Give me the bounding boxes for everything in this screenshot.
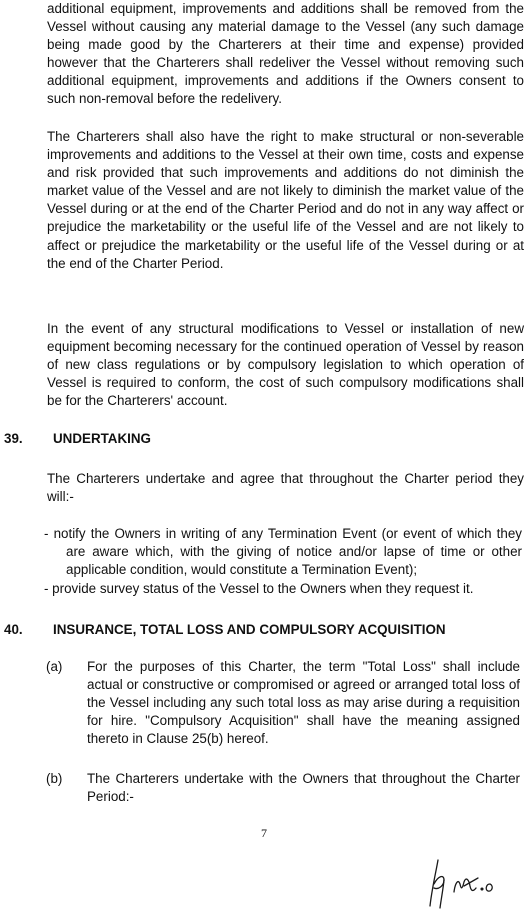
clause-40-b-label: (b) [46,771,63,786]
paragraph-structural-improvements: The Charterers shall also have the right to make structural or non-severable improvements and additions to the Vessel at their own time, costs and expense and risk provided that such improvements and additions do not diminish the market value of the Vessel and are not likely to diminish the market value of the Vessel during or at the end of the Charter Period and do not in any way affect or prejudice the marketability or the useful life of the Vessel and are not likely to affect or prejudice the marketability or the useful life of the Vessel during or at the end of the Charter Period. [47,129,524,271]
paragraph-compulsory-modifications: In the event of any structural modifications to Vessel or installation of new equipment becoming necessary for the continued operation of Vessel by reason of new class regulations or by compulsory legislation to which operation of Vessel is required to conform, the cost of such compulsory modifications shall be for the Charterers' account. [47,321,524,409]
clause-39-number: 39. [4,431,23,446]
clause-39-bullet-notify: - notify the Owners in writing of any Termination Event (or event of which they are aware which, with the giving of notice and/or lapse of time or other applicable condition, would constitute a Termination Event); [44,526,522,578]
handwritten-initials-signature [424,856,524,910]
paragraph-equipment-removal: additional equipment, improvements and additions shall be removed from the Vessel without causing any material damage to the Vessel (any such damage being made good by the Charterers at their time and expense) provided however that the Charterers shall redeliver the Vessel without removing such additional equipment, improvements and additions if the Owners consent to such non-removal before the redelivery. [47,1,524,107]
clause-40-a-text: For the purposes of this Charter, the term "Total Loss" shall include actual or constructive or compromised or agreed or arranged total loss of the Vessel including any such total loss as may arise during a requisition for hire. "Compulsory Acquisition" shall have the meaning assigned thereto in Clause 25(b) hereof. [87,659,520,747]
clause-40-b-text: The Charterers undertake with the Owners that throughout the Charter Period:- [87,771,520,805]
clause-40-title: INSURANCE, TOTAL LOSS AND COMPULSORY ACQUISITION [53,622,446,637]
page-number: 7 [261,826,267,840]
clause-39-intro: The Charterers undertake and agree that throughout the Charter period they will:- [47,471,524,505]
clause-40-a-label: (a) [46,659,63,674]
clause-40-number: 40. [4,622,23,637]
clause-39-bullet-survey: - provide survey status of the Vessel to the Owners when they request it. [44,581,474,596]
clause-39-title: UNDERTAKING [53,431,151,446]
